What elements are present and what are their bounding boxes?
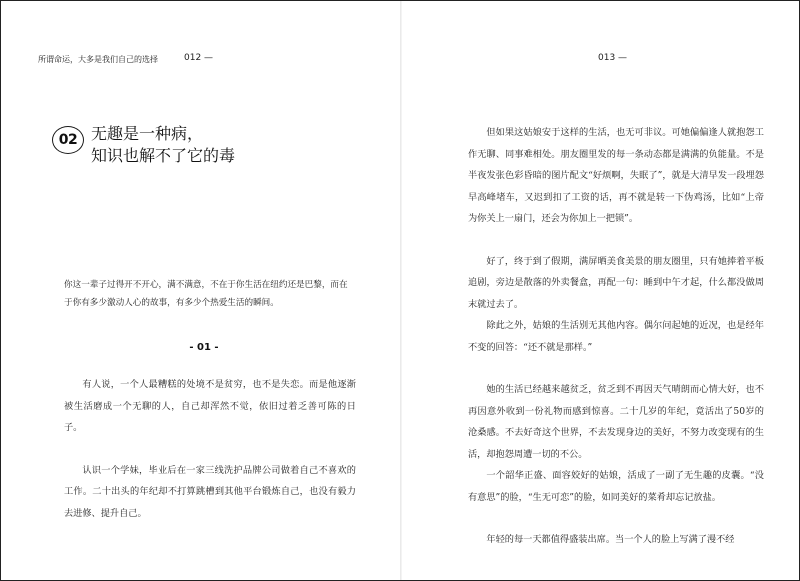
chapter-title xyxy=(91,123,235,167)
chapter-title-line-2: 知识也解不了它的毒 xyxy=(91,146,236,165)
chapter-epigraph xyxy=(64,276,354,312)
paragraph: 除此之外，姑娘的生活别无其他内容。偶尔问起她的近况，也是经年不变的回答：“还不就是那样。” xyxy=(468,320,764,353)
paragraph: 但如果这姑娘安于这样的生活，也无可非议。可她偏偏逢人就抱怨工作无聊、同事难相处。朋友圈里发的每一条动态都是满满的负能量。不是半夜发张色彩昏暗的图片配文“好烦啊，失眠了”，就是大清早发一段埋怨早高峰堵车，又迟到扣了工资的话，再不就是转一下伪鸡汤，比如“上帝为你关上一扇门，还会为你加上一把锁”。 xyxy=(468,127,764,224)
page-number-left: 012 — xyxy=(184,53,214,63)
right-page-body xyxy=(468,122,764,551)
chapter-number-badge: 02 xyxy=(52,126,84,154)
paragraph: 一个韶华正盛、面容姣好的姑娘，活成了一副了无生趣的皮囊。“没有意思”的脸，“生无可恋”的脸，如同美好的菜肴却忘记放盐。 xyxy=(468,470,764,503)
paragraph: 有人说，一个人最糟糕的处境不是贫穷，也不是失恋。而是他逐渐被生活磨成一个无聊的人，自己却浑然不觉，依旧过着乏善可陈的日子。 xyxy=(64,379,356,433)
chapter-title-line-1: 无趣是一种病， xyxy=(91,124,204,143)
paragraph: 好了，终于到了假期，满屏晒美食美景的朋友圈里，只有她捧着平板追剧，旁边是散落的外卖餐盒，再配一句：睡到中午才起，什么都没做周末就过去了。 xyxy=(468,255,764,310)
page-number-right: 013 — xyxy=(598,53,628,63)
paragraph: 她的生活已经越来越贫乏，贫乏到不再因天气晴朗而心情大好，也不再因意外收到一份礼物而感到惊喜。二十几岁的年纪，竟活出了50岁的沧桑感。不去好奇这个世界，不去发现身边的美好，不努力改变现有的生活，却抱怨周遭一切的不公。 xyxy=(468,384,764,460)
epigraph-text: 你这一辈子过得开不开心，满不满意，不在于你生活在纽约还是巴黎，而在于你有多少激动人心的故事，有多少个热爱生活的瞬间。 xyxy=(64,280,348,308)
paragraph: 认识一个学妹，毕业后在一家三线洗护品牌公司做着自己不喜欢的工作。二十出头的年纪却不打算跳槽到其他平台锻炼自己，也没有毅力去进修、提升自己。 xyxy=(64,464,356,519)
running-header-book-title: 所谓命运，大多是我们自己的选择 xyxy=(38,55,158,64)
section-marker: - 01 - xyxy=(189,342,219,353)
book-gutter xyxy=(400,1,402,580)
left-page-body xyxy=(64,374,356,524)
paragraph: 年轻的每一天都值得盛装出席。当一个人的脸上写满了漫不经 xyxy=(486,534,735,545)
